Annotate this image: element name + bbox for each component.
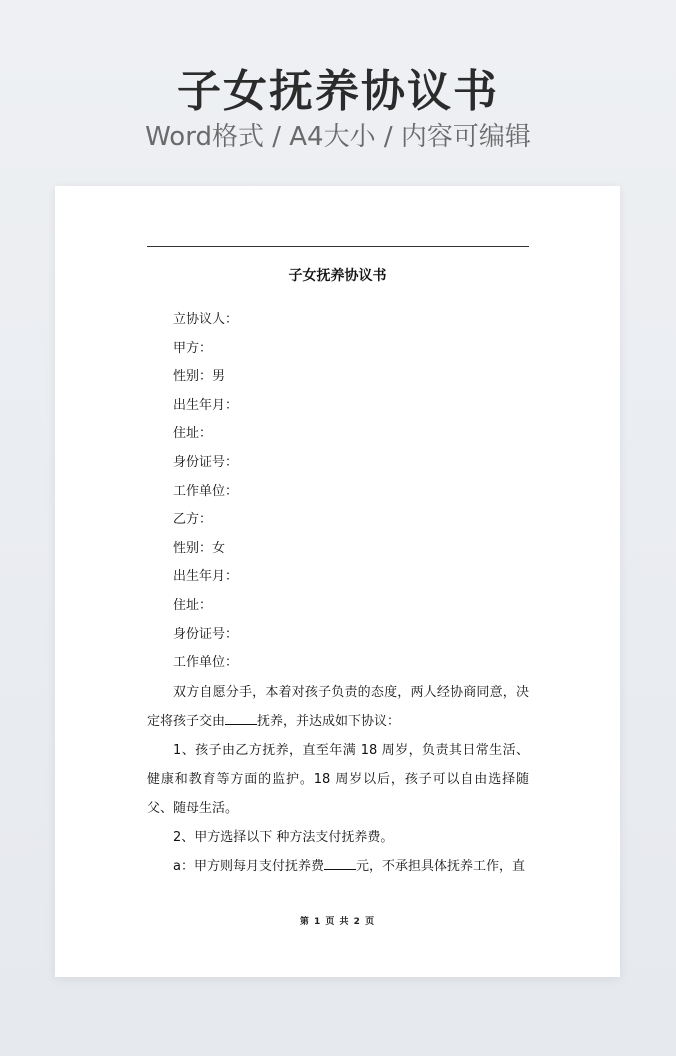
paragraph-intro-text-a: 双方自愿分手，本着对孩子负责的态度，两人经协商同意，决定将孩子交由	[147, 684, 529, 729]
banner-title: 子女抚养协议书	[177, 66, 499, 117]
field-party-b-employer: 工作单位：	[173, 655, 239, 671]
page-footer: 第 1 页 共 2 页	[299, 917, 376, 927]
field-party-a-address: 住址：	[173, 426, 213, 442]
field-party-a-employer: 工作单位：	[173, 483, 239, 499]
field-party-b-id: 身份证号：	[173, 626, 239, 642]
paragraph-clause-2a	[147, 852, 529, 881]
field-party-b-birth: 出生年月：	[173, 569, 239, 585]
field-party-a-gender: 性别：男	[173, 369, 226, 385]
field-party-line: 立协议人：	[173, 312, 239, 327]
blank-underline	[324, 855, 356, 870]
paragraph-intro-text-b: 抚养，并达成如下协议：	[257, 713, 401, 729]
document-page	[55, 186, 620, 977]
field-party-b-gender: 性别：女	[173, 540, 226, 556]
field-party-b: 乙方：	[173, 512, 213, 528]
field-party-a-id: 身份证号：	[173, 454, 239, 470]
document-title: 子女抚养协议书	[288, 268, 387, 284]
header-divider	[147, 246, 529, 247]
blank-underline	[225, 710, 257, 725]
paragraph-clause-2a-text-a: a：甲方则每月支付抚养费	[173, 858, 324, 874]
paragraph-clause-2a-text-b: 元，不承担具体抚养工作，直	[355, 858, 525, 874]
paragraph-clause-1: 1、孩子由乙方抚养，直至年满 18 周岁，负责其日常生活、健康和教育等方面的监护。18 周岁以后，孩子可以自由选择随父、随母生活。	[147, 742, 529, 816]
banner-subtitle: Word格式 / A4大小 / 内容可编辑	[145, 122, 531, 152]
field-party-b-address: 住址：	[173, 597, 213, 613]
field-party-a-birth: 出生年月：	[173, 397, 239, 413]
paragraph-clause-2: 2、甲方选择以下 种方法支付抚养费。	[173, 829, 394, 845]
document-body	[147, 306, 529, 881]
paragraph-intro	[147, 678, 529, 736]
field-party-a: 甲方：	[173, 340, 213, 356]
